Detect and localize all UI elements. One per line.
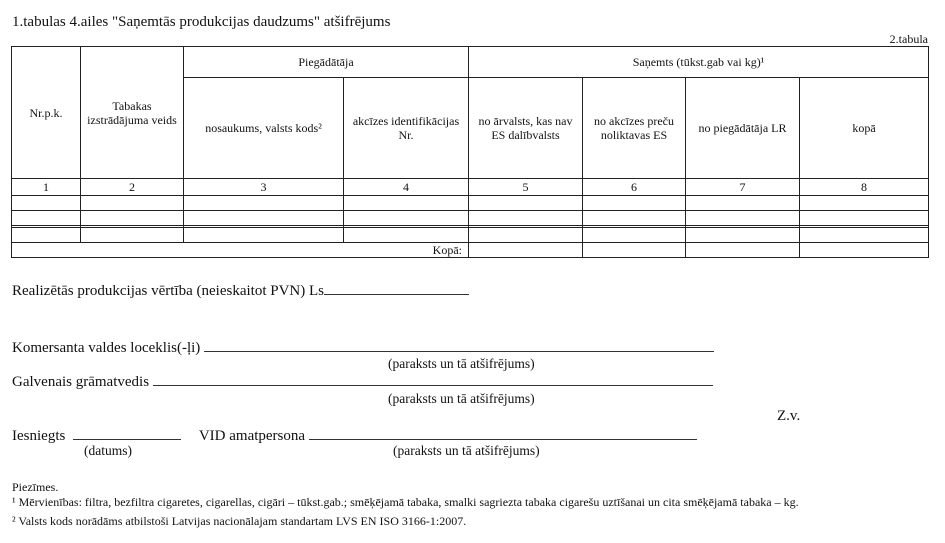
- header-name-country: nosaukums, valsts kods²: [184, 78, 344, 179]
- table-cell[interactable]: [686, 196, 800, 211]
- column-number: 8: [800, 179, 929, 196]
- board-member-label: Komersanta valdes loceklis(-ļi): [12, 340, 201, 356]
- vid-officer-signature-field[interactable]: [309, 426, 697, 440]
- notes-heading: Piezīmes.: [12, 480, 59, 494]
- table-cell[interactable]: [686, 211, 800, 226]
- table-cell[interactable]: [12, 228, 81, 243]
- submitted-label: Iesniegts: [12, 428, 66, 444]
- table-cell[interactable]: [12, 196, 81, 211]
- note-units: ¹ Mērvienības: filtra, bezfiltra cigaretes, cigarellas, cigāri – tūkst.gab.; smēķējamā tabaka, smalki sagriezta tabaka cigarešu uztīšanai un cita smēķējamā tabaka – kg.: [12, 495, 799, 509]
- total-label: Kopā:: [12, 243, 469, 258]
- realized-value-row: [12, 281, 469, 300]
- board-member-row: [12, 338, 714, 357]
- table-cell[interactable]: [344, 211, 469, 226]
- date-hint: (datums): [84, 443, 132, 458]
- vid-officer-signature-hint: (paraksts un tā atšifrējums): [393, 443, 540, 458]
- header-from-non-eu: no ārvalsts, kas nav ES dalībvalsts: [469, 78, 583, 179]
- realized-value-label: Realizētās produkcijas vērtība (neieskaitot PVN) Ls: [12, 283, 324, 299]
- table-cell[interactable]: [686, 228, 800, 243]
- table-cell[interactable]: [583, 196, 686, 211]
- table-cell[interactable]: [12, 211, 81, 226]
- total-row: [12, 243, 929, 258]
- total-cell[interactable]: [583, 243, 686, 258]
- realized-value-field[interactable]: [324, 281, 469, 295]
- column-number-row: [12, 179, 929, 196]
- column-number: 5: [469, 179, 583, 196]
- column-number: 1: [12, 179, 81, 196]
- stamp-place: Z.v.: [777, 408, 801, 424]
- table-cell[interactable]: [469, 211, 583, 226]
- table-row[interactable]: [12, 196, 929, 211]
- chief-accountant-signature-field[interactable]: [153, 372, 713, 386]
- column-number: 7: [686, 179, 800, 196]
- column-number: 2: [81, 179, 184, 196]
- table-cell[interactable]: [469, 196, 583, 211]
- form-title: 1.tabulas 4.ailes "Saņemtās produkcijas daudzums" atšifrējums: [12, 14, 391, 30]
- table-cell[interactable]: [81, 211, 184, 226]
- table-cell[interactable]: [81, 196, 184, 211]
- table-row[interactable]: [12, 211, 929, 226]
- header-received-group: Saņemts (tūkst.gab vai kg)¹: [469, 47, 929, 78]
- column-number: 4: [344, 179, 469, 196]
- table-number: 2.tabula: [889, 32, 928, 46]
- chief-accountant-signature-hint: (paraksts un tā atšifrējums): [388, 391, 535, 406]
- table-row[interactable]: [12, 228, 929, 243]
- receipts-table: [11, 46, 929, 258]
- table-cell[interactable]: [800, 211, 929, 226]
- submitted-date-field[interactable]: [73, 426, 181, 440]
- chief-accountant-row: [12, 372, 713, 391]
- table-cell[interactable]: [344, 196, 469, 211]
- header-nr: Nr.p.k.: [12, 47, 81, 179]
- header-from-lr-supplier: no piegādātāja LR: [686, 78, 800, 179]
- table-cell[interactable]: [469, 228, 583, 243]
- header-product-type: Tabakas izstrādājuma veids: [81, 47, 184, 179]
- header-supplier-group: Piegādātāja: [184, 47, 469, 78]
- column-number: 6: [583, 179, 686, 196]
- total-cell[interactable]: [686, 243, 800, 258]
- table-cell[interactable]: [184, 211, 344, 226]
- table-cell[interactable]: [81, 228, 184, 243]
- table-cell[interactable]: [800, 228, 929, 243]
- table-cell[interactable]: [583, 211, 686, 226]
- header-excise-id: akcīzes identifikācijas Nr.: [344, 78, 469, 179]
- table-cell[interactable]: [184, 228, 344, 243]
- table-cell[interactable]: [344, 228, 469, 243]
- table-cell[interactable]: [184, 196, 344, 211]
- total-cell[interactable]: [469, 243, 583, 258]
- header-from-eu-warehouse: no akcīzes preču noliktavas ES: [583, 78, 686, 179]
- vid-officer-label: VID amatpersona: [198, 428, 306, 444]
- board-member-signature-hint: (paraksts un tā atšifrējums): [388, 356, 535, 371]
- board-member-signature-field[interactable]: [204, 338, 714, 352]
- chief-accountant-label: Galvenais grāmatvedis: [12, 374, 150, 390]
- total-cell[interactable]: [800, 243, 929, 258]
- header-total: kopā: [800, 78, 929, 179]
- table-cell[interactable]: [583, 228, 686, 243]
- table-cell[interactable]: [800, 196, 929, 211]
- note-country-code: ² Valsts kods norādāms atbilstoši Latvijas nacionālajam standartam LVS EN ISO 3166-1:2007.: [12, 514, 467, 528]
- column-number: 3: [184, 179, 344, 196]
